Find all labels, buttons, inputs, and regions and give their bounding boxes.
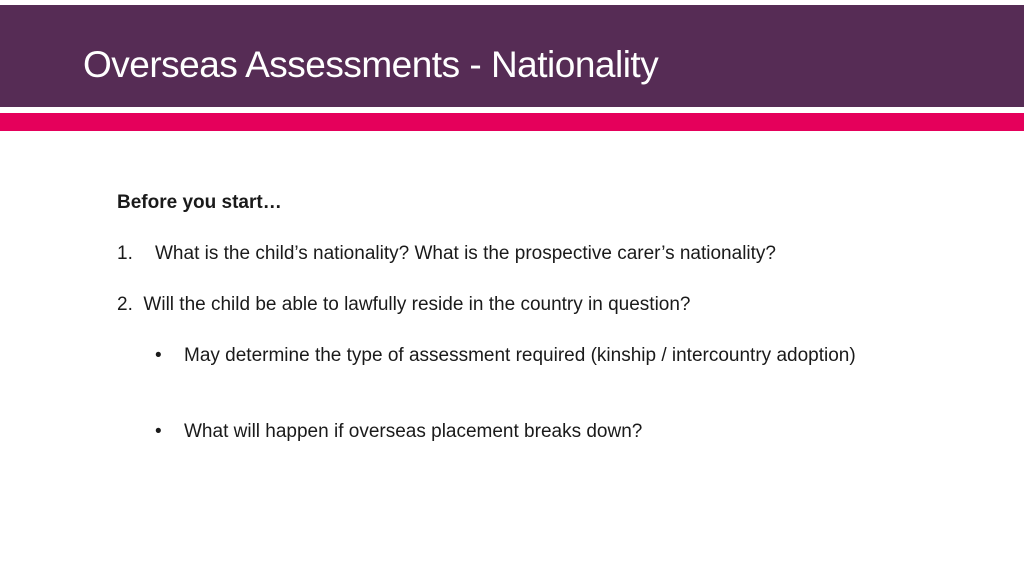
item-text: What is the child’s nationality? What is the prospective carer’s nationality? <box>155 243 776 264</box>
bullet-item-1 <box>155 343 875 368</box>
bullet-icon: • <box>155 421 162 442</box>
intro-heading: Before you start… <box>117 192 282 213</box>
bullet-item-2 <box>155 419 875 444</box>
numbered-item-1 <box>117 243 776 265</box>
item-text: Will the child be able to lawfully reside in the country in question? <box>143 294 691 315</box>
bullet-text: What will happen if overseas placement breaks down? <box>184 421 643 442</box>
numbered-item-2 <box>117 294 691 316</box>
accent-bar <box>0 113 1024 131</box>
item-number: 1. <box>117 243 133 264</box>
bullet-text: May determine the type of assessment required (kinship / intercountry adoption) <box>184 345 856 366</box>
bullet-icon: • <box>155 345 162 366</box>
item-number: 2. <box>117 294 133 315</box>
slide-title: Overseas Assessments - Nationality <box>83 44 659 85</box>
